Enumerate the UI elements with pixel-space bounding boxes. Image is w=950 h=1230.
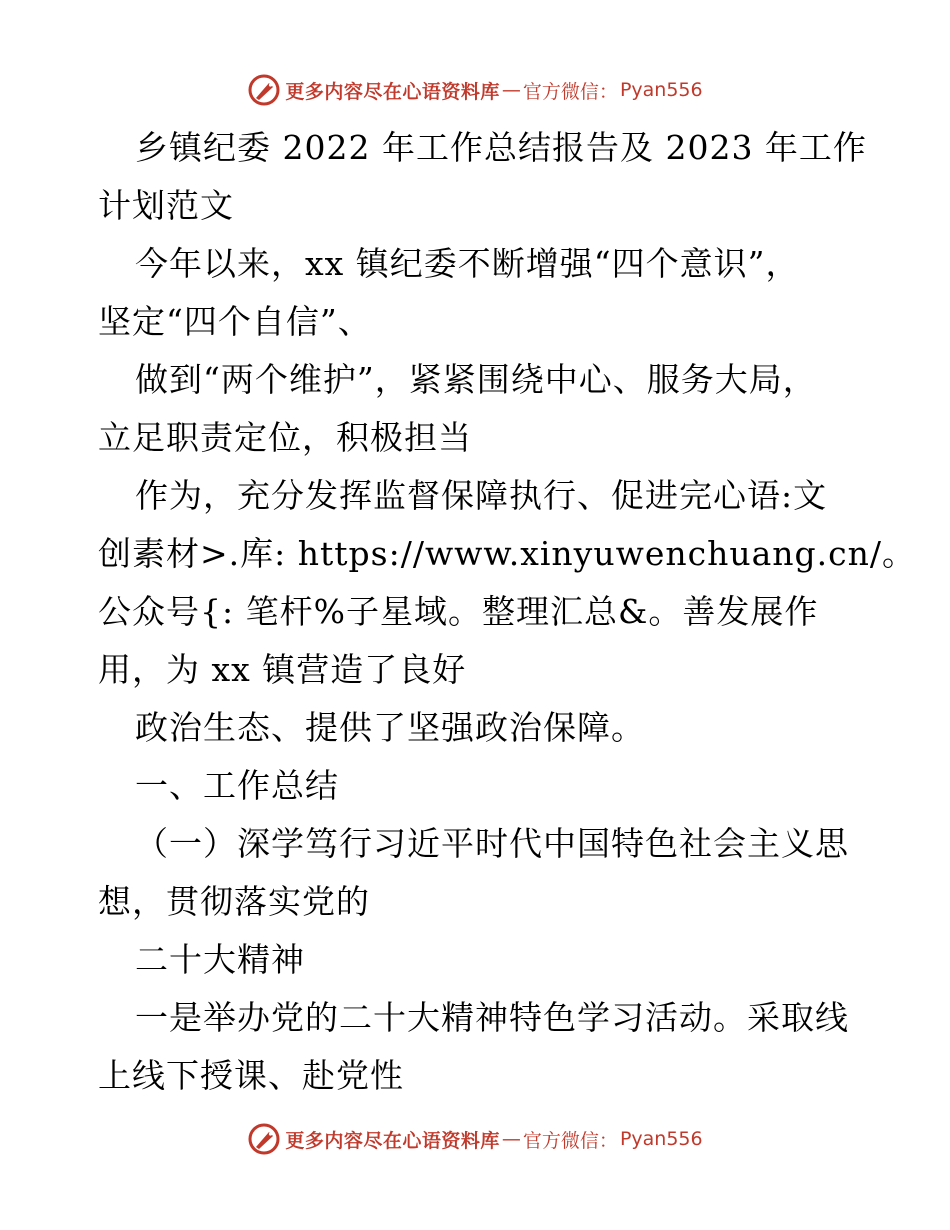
document-line: 一是举办党的二十大精神特色学习活动。采取线: [135, 998, 849, 1037]
document-line: （一）深学笃行习近平时代中国特色社会主义思: [135, 824, 849, 863]
document-line: 用，为 xx 镇营造了良好: [98, 650, 467, 689]
watermark-wechat-id: Pyan556: [619, 79, 703, 101]
document-line: 计划范文: [98, 186, 234, 225]
document-line: 立足职责定位，积极担当: [98, 418, 472, 457]
watermark-wechat-label: 官方微信：: [522, 80, 618, 103]
watermark-main-text: 更多内容尽在心语资料库: [285, 80, 500, 103]
document-line: 作为，充分发挥监督保障执行、促进完心语:文: [135, 476, 828, 515]
document-line: 乡镇纪委 2022 年工作总结报告及 2023 年工作: [135, 128, 867, 167]
watermark-dash: —: [501, 79, 521, 101]
watermark-wechat-id: Pyan556: [619, 1128, 703, 1150]
document-line: 二十大精神: [135, 940, 305, 979]
watermark-dash: —: [501, 1128, 521, 1150]
document-line: 政治生态、提供了坚强政治保障。: [135, 708, 645, 747]
pen-nib-logo-icon: [247, 73, 281, 107]
pen-nib-logo-icon: [247, 1122, 281, 1156]
document-body: [98, 119, 916, 1105]
watermark-wechat-label: 官方微信：: [522, 1129, 618, 1152]
watermark-main-text: 更多内容尽在心语资料库: [285, 1129, 500, 1152]
document-line: 上线下授课、赴党性: [98, 1056, 404, 1095]
header-watermark: [0, 70, 950, 110]
document-line: 创素材>.库: https://www.xinyuwenchuang.cn/。: [98, 534, 916, 573]
document-line: 公众号{: 笔杆%子星域。整理汇总&。善发展作: [98, 592, 819, 631]
document-line: 一、工作总结: [135, 766, 339, 805]
document-line: 做到“两个维护”，紧紧围绕中心、服务大局，: [135, 360, 817, 399]
document-line: 今年以来，xx 镇纪委不断增强“四个意识”，: [135, 244, 800, 283]
document-line: 坚定“四个自信”、: [98, 302, 372, 341]
footer-watermark: [0, 1119, 950, 1159]
document-line: 想，贯彻落实党的: [98, 882, 370, 921]
